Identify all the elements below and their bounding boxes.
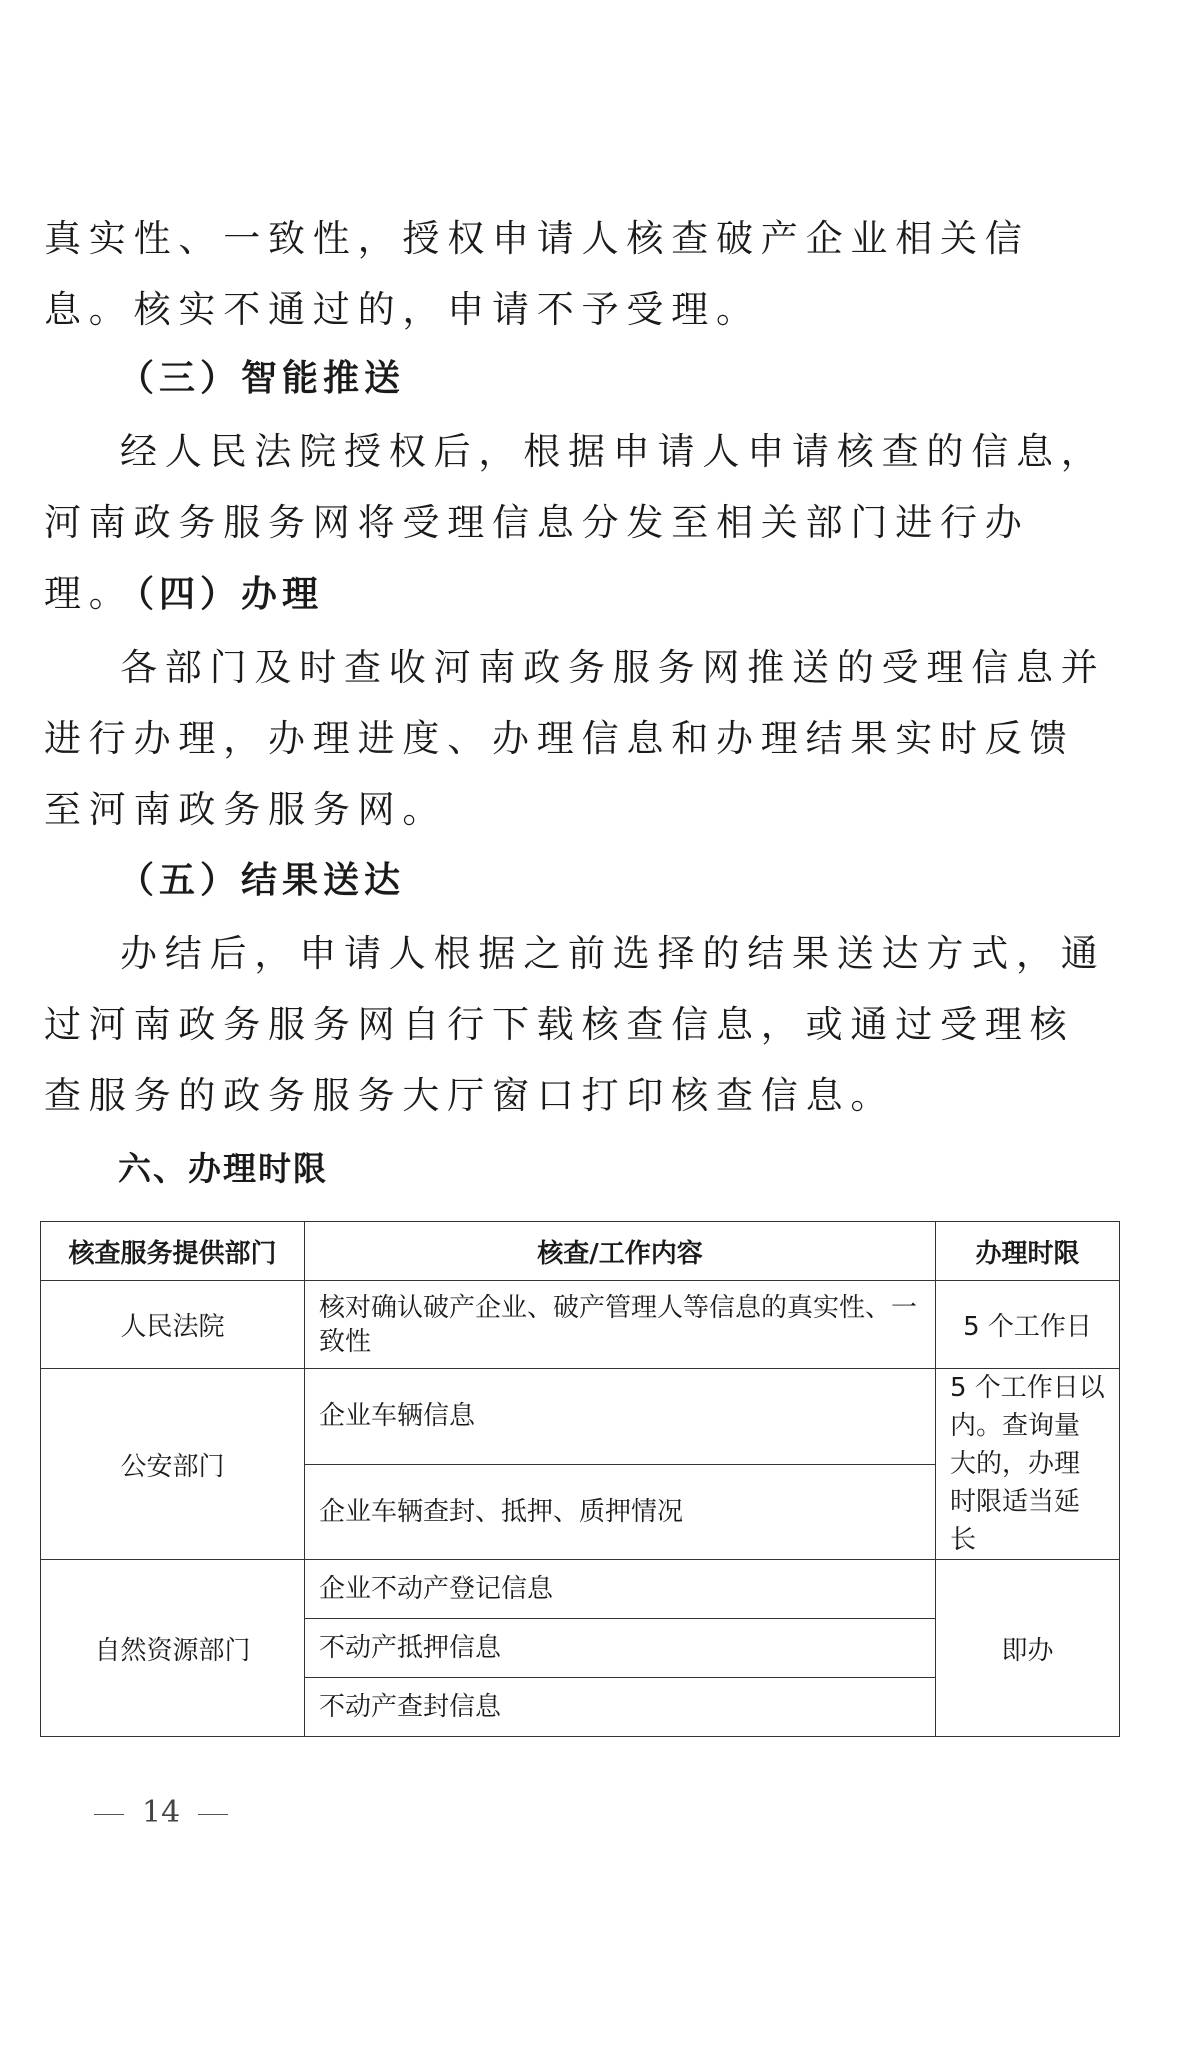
subheading-result-delivery: （五）结果送达: [118, 860, 406, 901]
subheading-smart-push: （三）智能推送: [118, 358, 406, 399]
paragraph-processing: 各部门及时查收河南政务服务网推送的受理信息并进行办理，办理进度、办理信息和办理结果实时反馈至河南政务服务网。: [44, 646, 1106, 831]
dept-cell: 人民法院: [41, 1281, 305, 1369]
paragraph-verification-end: 真实性、一致性，授权申请人核查破产企业相关信息。核实不通过的，申请不予受理。: [44, 217, 1030, 331]
header-limit: 办理时限: [936, 1222, 1120, 1281]
content-cell: 核对确认破产企业、破产管理人等信息的真实性、一致性: [305, 1281, 936, 1369]
content-cell: 企业车辆查封、抵押、质押情况: [305, 1464, 936, 1560]
content-cell: 企业不动产登记信息: [305, 1560, 936, 1619]
section-title-time-limits: 六、办理时限: [118, 1149, 328, 1188]
page-number-value: 14: [142, 1795, 181, 1830]
page-number-right-dash: [198, 1814, 228, 1815]
header-dept: 核查服务提供部门: [41, 1222, 305, 1281]
time-limits-table: [40, 1221, 1120, 1737]
dept-cell: 公安部门: [41, 1369, 305, 1560]
limit-cell: 即办: [936, 1560, 1120, 1737]
limit-cell: 5 个工作日以内。查询量大的，办理时限适当延长: [936, 1369, 1120, 1560]
page-number-left-dash: [94, 1814, 124, 1815]
content-cell: 不动产查封信息: [305, 1678, 936, 1737]
table-row: [41, 1369, 1120, 1465]
table-header-row: [41, 1222, 1120, 1281]
content-cell: 不动产抵押信息: [305, 1619, 936, 1678]
paragraph-smart-push: 经人民法院授权后，根据申请人申请核查的信息，河南政务服务网将受理信息分发至相关部门进行办理。: [44, 430, 1106, 615]
table-row: [41, 1281, 1120, 1369]
limit-cell: 5 个工作日: [936, 1281, 1120, 1369]
content-cell: 企业车辆信息: [305, 1369, 936, 1465]
page-number: [76, 1793, 246, 1833]
paragraph-result-delivery: 办结后，申请人根据之前选择的结果送达方式，通过河南政务服务网自行下载核查信息，或通过受理核查服务的政务服务大厅窗口打印核查信息。: [44, 932, 1106, 1117]
dept-cell: 自然资源部门: [41, 1560, 305, 1737]
table-row: [41, 1560, 1120, 1619]
subheading-processing: （四）办理: [118, 574, 324, 615]
header-content: 核查/工作内容: [305, 1222, 936, 1281]
